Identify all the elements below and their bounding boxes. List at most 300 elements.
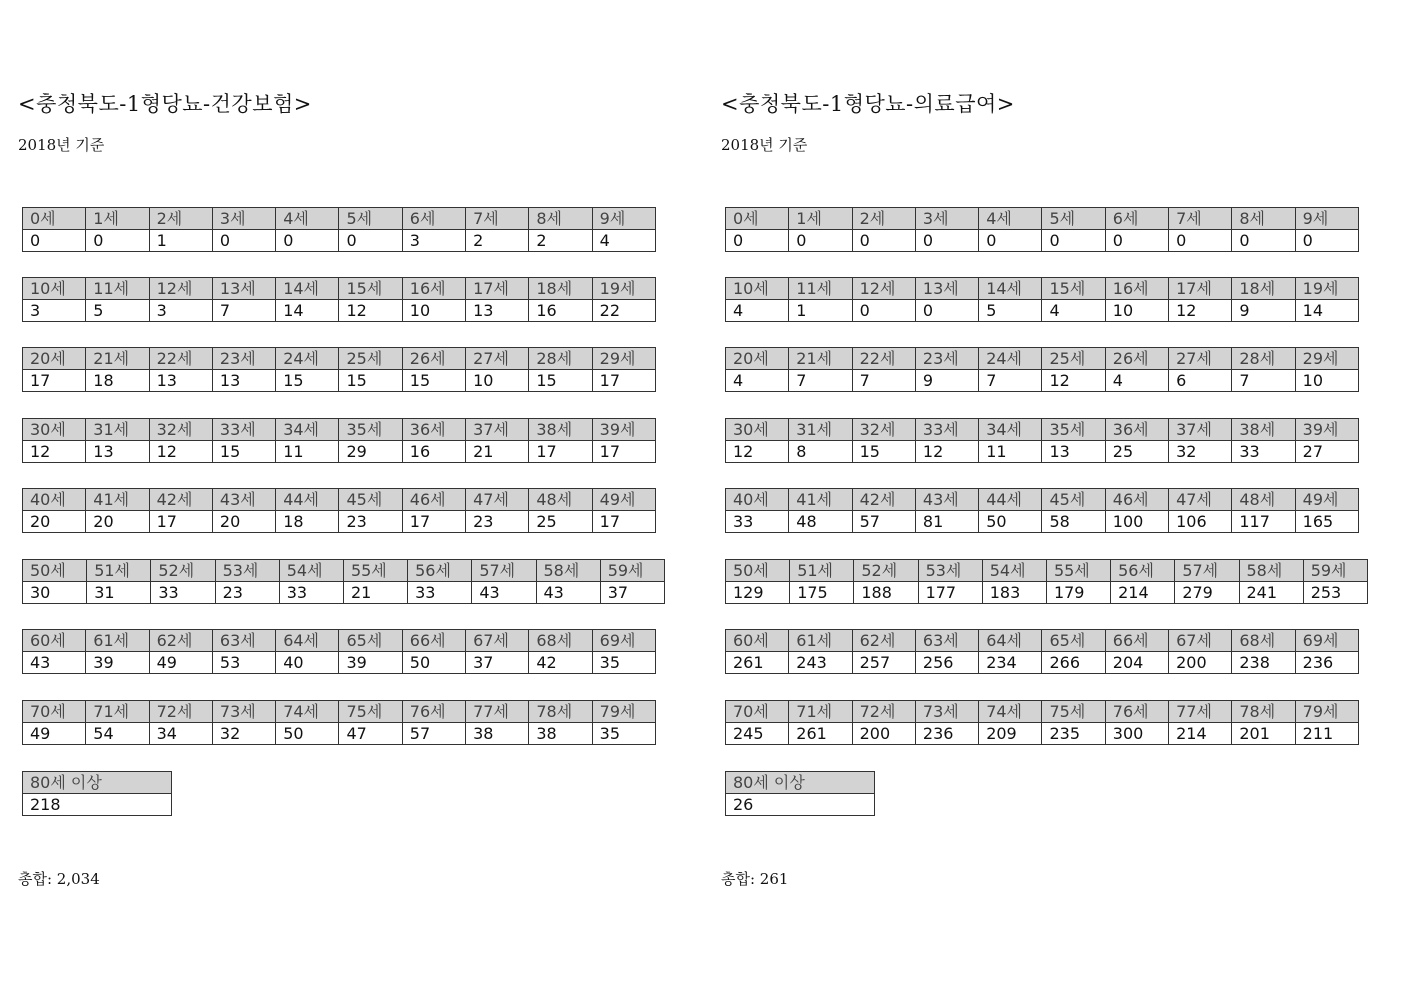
patient-count: 7 [979,370,1042,392]
patient-count: 234 [979,652,1042,674]
patient-count: 10 [1105,300,1168,322]
age-label: 40세 [23,489,86,511]
age-label: 54세 [279,560,343,582]
patient-count: 0 [1169,230,1232,252]
age-label: 65세 [339,630,402,652]
patient-count: 7 [1232,370,1295,392]
age-table-10s [725,277,1359,322]
patient-count: 179 [1046,582,1110,604]
age-table-40s [22,488,656,533]
patient-count: 2 [529,230,592,252]
age-label: 1세 [86,208,149,230]
patient-count: 17 [23,370,86,392]
age-label: 62세 [852,630,915,652]
patient-count: 32 [1169,441,1232,463]
age-label: 12세 [852,278,915,300]
age-label: 0세 [726,208,789,230]
age-label: 5세 [339,208,402,230]
age-label: 2세 [149,208,212,230]
age-label: 42세 [149,489,212,511]
patient-count: 177 [918,582,982,604]
patient-count: 15 [339,370,402,392]
patient-count: 23 [466,511,529,533]
age-label: 79세 [1295,701,1358,723]
age-label: 55세 [1046,560,1110,582]
patient-count: 256 [915,652,978,674]
age-label: 29세 [1295,348,1358,370]
age-header-row [726,348,1359,370]
age-table-0s [725,207,1359,252]
age-table-20s [725,347,1359,392]
patient-count: 38 [466,723,529,745]
age-label: 12세 [149,278,212,300]
age-label: 27세 [466,348,529,370]
age-label: 44세 [276,489,339,511]
age-label: 69세 [592,630,655,652]
patient-count: 12 [23,441,86,463]
page-title: <충청북도-1형당뇨-건강보험> [18,92,312,116]
patient-count: 0 [852,230,915,252]
patient-count: 18 [276,511,339,533]
total-count: 총합: 261 [721,870,789,888]
age-label: 78세 [529,701,592,723]
age-label: 26세 [1105,348,1168,370]
patient-count: 300 [1105,723,1168,745]
age-label: 77세 [1169,701,1232,723]
total-count: 총합: 2,034 [18,870,100,888]
patient-count: 20 [86,511,149,533]
patient-count: 266 [1042,652,1105,674]
age-label: 71세 [86,701,149,723]
patient-count: 0 [23,230,86,252]
patient-count: 57 [402,723,465,745]
patient-count: 33 [408,582,472,604]
age-label: 19세 [1295,278,1358,300]
age-label: 41세 [789,489,852,511]
patient-count: 16 [402,441,465,463]
age-label: 1세 [789,208,852,230]
patient-count: 4 [1042,300,1105,322]
patient-count: 3 [402,230,465,252]
patient-count: 17 [149,511,212,533]
age-label: 2세 [852,208,915,230]
patient-count: 10 [1295,370,1358,392]
age-label: 25세 [1042,348,1105,370]
patient-count: 245 [726,723,789,745]
age-table-60s [22,629,656,674]
patient-count: 236 [1295,652,1358,674]
patient-count: 13 [466,300,529,322]
age-label: 15세 [1042,278,1105,300]
age-label: 8세 [529,208,592,230]
age-header-row [23,419,656,441]
patient-count: 29 [339,441,402,463]
age-label: 47세 [1169,489,1232,511]
age-table-80-plus [22,771,172,816]
age-label: 23세 [915,348,978,370]
patient-count: 4 [726,300,789,322]
patient-count: 0 [1042,230,1105,252]
age-label: 22세 [852,348,915,370]
patient-count: 11 [276,441,339,463]
age-label: 16세 [402,278,465,300]
age-label: 10세 [23,278,86,300]
age-label: 42세 [852,489,915,511]
age-label: 20세 [726,348,789,370]
age-header-row [726,772,875,794]
patient-count: 1 [789,300,852,322]
patient-count: 37 [600,582,664,604]
age-header-row [23,489,656,511]
age-label: 54세 [982,560,1046,582]
age-label: 13세 [212,278,275,300]
age-header-row [23,772,172,794]
patient-count: 35 [592,723,655,745]
age-label: 6세 [402,208,465,230]
patient-count: 26 [726,794,875,816]
patient-count: 17 [529,441,592,463]
patient-count: 21 [343,582,407,604]
age-label: 56세 [1111,560,1175,582]
age-label: 63세 [212,630,275,652]
patient-count: 2 [466,230,529,252]
patient-count: 100 [1105,511,1168,533]
age-label: 11세 [789,278,852,300]
patient-count: 209 [979,723,1042,745]
patient-count: 16 [529,300,592,322]
count-row [726,794,875,816]
age-label: 21세 [86,348,149,370]
age-label: 31세 [789,419,852,441]
age-label: 50세 [726,560,790,582]
panel-health-insurance [0,0,680,992]
panel-medical-aid [703,0,1383,992]
patient-count: 33 [726,511,789,533]
age-label: 61세 [86,630,149,652]
age-header-row [726,489,1359,511]
patient-count: 0 [915,300,978,322]
age-label: 17세 [466,278,529,300]
age-label: 57세 [1175,560,1239,582]
patient-count: 10 [402,300,465,322]
patient-count: 0 [339,230,402,252]
patient-count: 17 [592,441,655,463]
patient-count: 188 [854,582,918,604]
age-table-30s [22,418,656,463]
age-label: 15세 [339,278,402,300]
age-label: 75세 [1042,701,1105,723]
patient-count: 0 [915,230,978,252]
patient-count: 14 [276,300,339,322]
patient-count: 204 [1105,652,1168,674]
patient-count: 57 [852,511,915,533]
age-label: 18세 [1232,278,1295,300]
age-table-50s [725,559,1368,604]
patient-count: 31 [87,582,151,604]
age-label: 70세 [23,701,86,723]
age-label: 62세 [149,630,212,652]
count-row [726,370,1359,392]
age-header-row [726,419,1359,441]
patient-count: 7 [212,300,275,322]
age-label: 38세 [529,419,592,441]
age-table-40s [725,488,1359,533]
patient-count: 58 [1042,511,1105,533]
age-label: 45세 [339,489,402,511]
age-label: 16세 [1105,278,1168,300]
patient-count: 33 [1232,441,1295,463]
patient-count: 12 [1169,300,1232,322]
age-label: 44세 [979,489,1042,511]
age-table-70s [22,700,656,745]
age-label: 40세 [726,489,789,511]
patient-count: 33 [279,582,343,604]
age-label: 53세 [215,560,279,582]
count-row [23,582,665,604]
age-label: 69세 [1295,630,1358,652]
patient-count: 25 [1105,441,1168,463]
age-label: 66세 [1105,630,1168,652]
age-header-row [23,348,656,370]
patient-count: 12 [726,441,789,463]
age-label: 70세 [726,701,789,723]
patient-count: 34 [149,723,212,745]
patient-count: 17 [592,370,655,392]
age-label: 67세 [466,630,529,652]
age-label: 26세 [402,348,465,370]
patient-count: 47 [339,723,402,745]
patient-count: 20 [23,511,86,533]
age-label: 56세 [408,560,472,582]
count-row [23,511,656,533]
age-label: 48세 [1232,489,1295,511]
patient-count: 165 [1295,511,1358,533]
patient-count: 9 [1232,300,1295,322]
age-label: 39세 [592,419,655,441]
age-label: 49세 [592,489,655,511]
count-row [726,723,1359,745]
age-label: 36세 [402,419,465,441]
age-label: 14세 [979,278,1042,300]
age-label: 43세 [212,489,275,511]
patient-count: 235 [1042,723,1105,745]
patient-count: 43 [472,582,536,604]
age-label: 50세 [23,560,87,582]
patient-count: 17 [402,511,465,533]
age-table-80-plus [725,771,875,816]
patient-count: 261 [726,652,789,674]
patient-count: 261 [789,723,852,745]
age-label: 31세 [86,419,149,441]
age-header-row [726,701,1359,723]
patient-count: 214 [1111,582,1175,604]
patient-count: 15 [852,441,915,463]
patient-count: 50 [979,511,1042,533]
patient-count: 22 [592,300,655,322]
patient-count: 20 [212,511,275,533]
patient-count: 238 [1232,652,1295,674]
patient-count: 43 [23,652,86,674]
patient-count: 5 [979,300,1042,322]
patient-count: 50 [402,652,465,674]
age-header-row [726,278,1359,300]
age-table-70s [725,700,1359,745]
age-label: 76세 [402,701,465,723]
age-label: 35세 [1042,419,1105,441]
patient-count: 37 [466,652,529,674]
patient-count: 5 [86,300,149,322]
age-label: 17세 [1169,278,1232,300]
age-label: 52세 [854,560,918,582]
age-label: 36세 [1105,419,1168,441]
patient-count: 30 [23,582,87,604]
age-label: 9세 [592,208,655,230]
age-label: 46세 [1105,489,1168,511]
patient-count: 50 [276,723,339,745]
patient-count: 13 [1042,441,1105,463]
age-label: 32세 [852,419,915,441]
age-label: 76세 [1105,701,1168,723]
page-title: <충청북도-1형당뇨-의료급여> [721,92,1015,116]
age-label: 68세 [529,630,592,652]
age-label: 67세 [1169,630,1232,652]
age-label: 45세 [1042,489,1105,511]
patient-count: 15 [529,370,592,392]
age-label: 3세 [212,208,275,230]
count-row [726,230,1359,252]
age-label: 25세 [339,348,402,370]
count-row [726,582,1368,604]
patient-count: 12 [915,441,978,463]
age-label: 23세 [212,348,275,370]
age-label: 53세 [918,560,982,582]
patient-count: 257 [852,652,915,674]
age-header-row [23,560,665,582]
patient-count: 4 [726,370,789,392]
age-label: 78세 [1232,701,1295,723]
age-label: 33세 [212,419,275,441]
patient-count: 0 [86,230,149,252]
patient-count: 15 [402,370,465,392]
patient-count: 8 [789,441,852,463]
age-label: 59세 [600,560,664,582]
age-label: 32세 [149,419,212,441]
age-header-row [23,701,656,723]
patient-count: 218 [23,794,172,816]
age-label: 4세 [979,208,1042,230]
age-label: 68세 [1232,630,1295,652]
patient-count: 117 [1232,511,1295,533]
patient-count: 14 [1295,300,1358,322]
age-label: 5세 [1042,208,1105,230]
age-label: 9세 [1295,208,1358,230]
patient-count: 27 [1295,441,1358,463]
patient-count: 6 [1169,370,1232,392]
age-label: 37세 [466,419,529,441]
age-label: 61세 [789,630,852,652]
patient-count: 35 [592,652,655,674]
age-label: 6세 [1105,208,1168,230]
patient-count: 253 [1303,582,1367,604]
patient-count: 4 [592,230,655,252]
patient-count: 106 [1169,511,1232,533]
age-header-row [23,208,656,230]
age-label: 49세 [1295,489,1358,511]
age-label: 24세 [276,348,339,370]
patient-count: 214 [1169,723,1232,745]
patient-count: 39 [339,652,402,674]
patient-count: 43 [536,582,600,604]
age-label: 39세 [1295,419,1358,441]
age-label: 57세 [472,560,536,582]
age-label: 3세 [915,208,978,230]
patient-count: 23 [339,511,402,533]
age-table-60s [725,629,1359,674]
age-label: 63세 [915,630,978,652]
patient-count: 0 [726,230,789,252]
age-label: 52세 [151,560,215,582]
age-label: 71세 [789,701,852,723]
age-label: 51세 [790,560,854,582]
age-label: 28세 [1232,348,1295,370]
age-label: 27세 [1169,348,1232,370]
patient-count: 0 [979,230,1042,252]
patient-count: 13 [149,370,212,392]
patient-count: 175 [790,582,854,604]
patient-count: 13 [86,441,149,463]
count-row [23,723,656,745]
age-label: 35세 [339,419,402,441]
age-label: 0세 [23,208,86,230]
patient-count: 279 [1175,582,1239,604]
patient-count: 0 [789,230,852,252]
age-label: 58세 [536,560,600,582]
patient-count: 211 [1295,723,1358,745]
count-row [726,300,1359,322]
count-row [726,511,1359,533]
age-label: 4세 [276,208,339,230]
patient-count: 3 [149,300,212,322]
age-label: 73세 [212,701,275,723]
patient-count: 201 [1232,723,1295,745]
patient-count: 200 [852,723,915,745]
age-label: 21세 [789,348,852,370]
count-row [726,441,1359,463]
age-label: 72세 [149,701,212,723]
age-label: 66세 [402,630,465,652]
patient-count: 49 [23,723,86,745]
patient-count: 129 [726,582,790,604]
patient-count: 0 [1232,230,1295,252]
patient-count: 81 [915,511,978,533]
patient-count: 183 [982,582,1046,604]
patient-count: 13 [212,370,275,392]
age-label: 22세 [149,348,212,370]
age-label: 28세 [529,348,592,370]
patient-count: 200 [1169,652,1232,674]
patient-count: 39 [86,652,149,674]
patient-count: 12 [149,441,212,463]
age-label: 33세 [915,419,978,441]
age-label: 74세 [979,701,1042,723]
age-label: 64세 [276,630,339,652]
patient-count: 33 [151,582,215,604]
age-label: 73세 [915,701,978,723]
age-label: 60세 [23,630,86,652]
patient-count: 48 [789,511,852,533]
patient-count: 54 [86,723,149,745]
age-label: 10세 [726,278,789,300]
